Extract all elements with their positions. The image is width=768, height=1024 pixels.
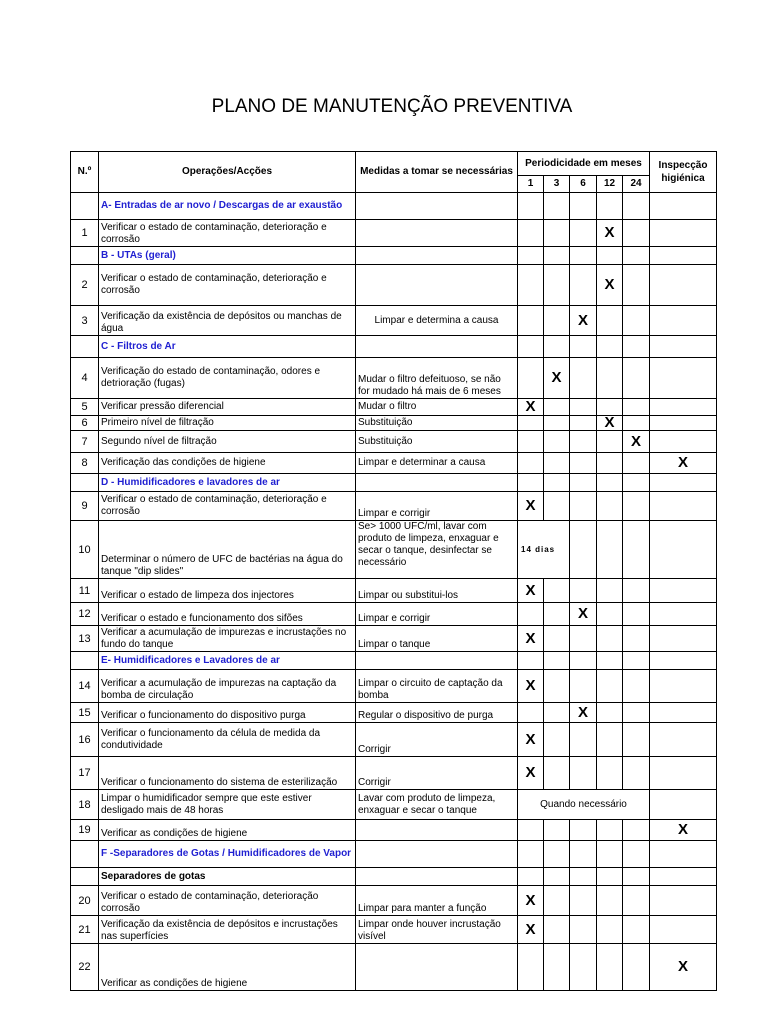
table-row [71, 670, 717, 703]
measure-cell: Limpar e corrigir [356, 492, 518, 521]
check-mark: X [570, 306, 597, 336]
table-row [71, 944, 717, 991]
table-row [71, 603, 717, 626]
row-number: 8 [71, 453, 99, 474]
operation-cell: Verificação da existência de depósitos e incrustações nas superfícies [99, 916, 356, 944]
month-header: 3 [544, 176, 570, 193]
section-e: E- Humidificadores e Lavadores de ar [99, 652, 356, 670]
row-number: 6 [71, 416, 99, 431]
table-row [71, 399, 717, 416]
operation-cell: Segundo nível de filtração [99, 431, 356, 453]
table-row [71, 886, 717, 916]
operation-cell: Verificar o estado de limpeza dos injectores [99, 579, 356, 603]
measure-cell [356, 944, 518, 991]
measure-cell [356, 820, 518, 841]
measure-cell: Substituição [356, 416, 518, 431]
header-inspection: Inspecção higiénica [650, 152, 717, 193]
table-row [71, 703, 717, 723]
month-header: 1 [518, 176, 544, 193]
check-mark: X [518, 579, 544, 603]
measure-cell: Se> 1000 UFC/ml, lavar com produto de limpeza, enxaguar e secar o tanque, desinfectar se necessário [356, 521, 518, 579]
table-row [71, 820, 717, 841]
table-row [71, 723, 717, 757]
section-b: B - UTAs (geral) [99, 247, 356, 265]
check-mark: X [518, 723, 544, 757]
check-mark: X [650, 820, 717, 841]
row-number: 18 [71, 790, 99, 820]
check-mark: X [650, 453, 717, 474]
check-mark: X [570, 603, 597, 626]
maintenance-table [70, 151, 717, 991]
operation-cell: Verificação do estado de contaminação, odores e detrioração (fugas) [99, 358, 356, 399]
subsection-title: Separadores de gotas [99, 868, 356, 886]
check-mark: X [623, 431, 650, 453]
table-row [71, 757, 717, 790]
row-number: 1 [71, 220, 99, 247]
table-row [71, 358, 717, 399]
operation-cell: Verificar a acumulação de impurezas e incrustações no fundo do tanque [99, 626, 356, 652]
check-mark: X [597, 265, 623, 306]
header-operations: Operações/Acções [99, 152, 356, 193]
operation-cell: Verificar o funcionamento do sistema de esterilização [99, 757, 356, 790]
measure-cell: Limpar o circuito de captação da bomba [356, 670, 518, 703]
table-row [71, 416, 717, 431]
table-row [71, 265, 717, 306]
check-mark: X [597, 220, 623, 247]
row-number: 10 [71, 521, 99, 579]
operation-cell: Verificar o estado de contaminação, deterioração corrosão [99, 886, 356, 916]
row-number: 13 [71, 626, 99, 652]
check-mark: X [650, 944, 717, 991]
measure-cell [356, 220, 518, 247]
operation-cell: Primeiro nível de filtração [99, 416, 356, 431]
check-mark: X [570, 703, 597, 723]
row-number: 16 [71, 723, 99, 757]
table-row [71, 521, 717, 579]
table-row [71, 579, 717, 603]
operation-cell: Verificar o estado e funcionamento dos sifões [99, 603, 356, 626]
row-number: 11 [71, 579, 99, 603]
table-row [71, 431, 717, 453]
section-f: F -Separadores de Gotas / Humidificadores de Vapor [99, 841, 356, 868]
row-number: 7 [71, 431, 99, 453]
measure-cell: Lavar com produto de limpeza, enxaguar e secar o tanque [356, 790, 518, 820]
check-mark: X [597, 416, 623, 431]
section-d: D - Humidificadores e lavadores de ar [99, 474, 356, 492]
section-row [71, 868, 717, 886]
section-row [71, 474, 717, 492]
operation-cell: Determinar o número de UFC de bactérias na água do tanque "dip slides" [99, 521, 356, 579]
check-mark: X [518, 886, 544, 916]
month-header: 24 [623, 176, 650, 193]
operation-cell: Verificar o estado de contaminação, deterioração e corrosão [99, 265, 356, 306]
check-mark: X [544, 358, 570, 399]
row-number: 4 [71, 358, 99, 399]
measure-cell: Limpar e corrigir [356, 603, 518, 626]
header-no: N.º [71, 152, 99, 193]
operation-cell: Verificar pressão diferencial [99, 399, 356, 416]
measure-cell: Regular o dispositivo de purga [356, 703, 518, 723]
header-measures: Medidas a tomar se necessárias [356, 152, 518, 193]
row-number: 2 [71, 265, 99, 306]
measure-cell: Corrigir [356, 757, 518, 790]
check-mark: X [518, 757, 544, 790]
measure-cell [356, 265, 518, 306]
row-number: 9 [71, 492, 99, 521]
measure-cell: Limpar e determinar a causa [356, 453, 518, 474]
check-mark: X [518, 916, 544, 944]
operation-cell: Verificar as condições de higiene [99, 944, 356, 991]
section-a: A- Entradas de ar novo / Descargas de ar exaustão [99, 193, 356, 220]
operation-cell: Verificação das condições de higiene [99, 453, 356, 474]
table-row [71, 453, 717, 474]
measure-cell: Substituição [356, 431, 518, 453]
section-row [71, 336, 717, 358]
measure-cell: Limpar para manter a função [356, 886, 518, 916]
frequency-note: 14 dias [518, 521, 570, 579]
section-row [71, 247, 717, 265]
row-number: 22 [71, 944, 99, 991]
row-number: 20 [71, 886, 99, 916]
table-row [71, 306, 717, 336]
operation-cell: Verificar o estado de contaminação, deterioração e corrosão [99, 492, 356, 521]
operation-cell: Verificar a acumulação de impurezas na captação da bomba de circulação [99, 670, 356, 703]
row-number: 12 [71, 603, 99, 626]
row-number: 5 [71, 399, 99, 416]
table-row [71, 790, 717, 820]
operation-cell: Verificar as condições de higiene [99, 820, 356, 841]
table-row [71, 492, 717, 521]
page-title: PLANO DE MANUTENÇÃO PREVENTIVA [211, 96, 573, 117]
measure-cell: Mudar o filtro [356, 399, 518, 416]
table-row [71, 916, 717, 944]
row-number: 14 [71, 670, 99, 703]
operation-cell: Verificação da existência de depósitos ou manchas de água [99, 306, 356, 336]
check-mark: X [518, 670, 544, 703]
measure-cell: Limpar onde houver incrustação visível [356, 916, 518, 944]
row-number: 21 [71, 916, 99, 944]
operation-cell: Verificar o funcionamento da célula de medida da condutividade [99, 723, 356, 757]
section-row [71, 652, 717, 670]
row-number: 15 [71, 703, 99, 723]
row-number: 19 [71, 820, 99, 841]
frequency-note: Quando necessário [518, 790, 650, 820]
row-number: 17 [71, 757, 99, 790]
check-mark: X [518, 626, 544, 652]
measure-cell: Limpar e determina a causa [356, 306, 518, 336]
measure-cell: Mudar o filtro defeituoso, se não for mudado há mais de 6 meses [356, 358, 518, 399]
header-periodicity: Periodicidade em meses [518, 152, 650, 176]
operation-cell: Verificar o estado de contaminação, deterioração e corrosão [99, 220, 356, 247]
check-mark: X [518, 399, 544, 416]
section-row [71, 193, 717, 220]
month-header: 6 [570, 176, 597, 193]
section-c: C - Filtros de Ar [99, 336, 356, 358]
table-row [71, 220, 717, 247]
table-row [71, 626, 717, 652]
check-mark: X [518, 492, 544, 521]
operation-cell: Verificar o funcionamento do dispositivo purga [99, 703, 356, 723]
measure-cell: Limpar o tanque [356, 626, 518, 652]
operation-cell: Limpar o humidificador sempre que este estiver desligado mais de 48 horas [99, 790, 356, 820]
month-header: 12 [597, 176, 623, 193]
section-row [71, 841, 717, 868]
measure-cell: Corrigir [356, 723, 518, 757]
measure-cell: Limpar ou substitui-los [356, 579, 518, 603]
row-number: 3 [71, 306, 99, 336]
